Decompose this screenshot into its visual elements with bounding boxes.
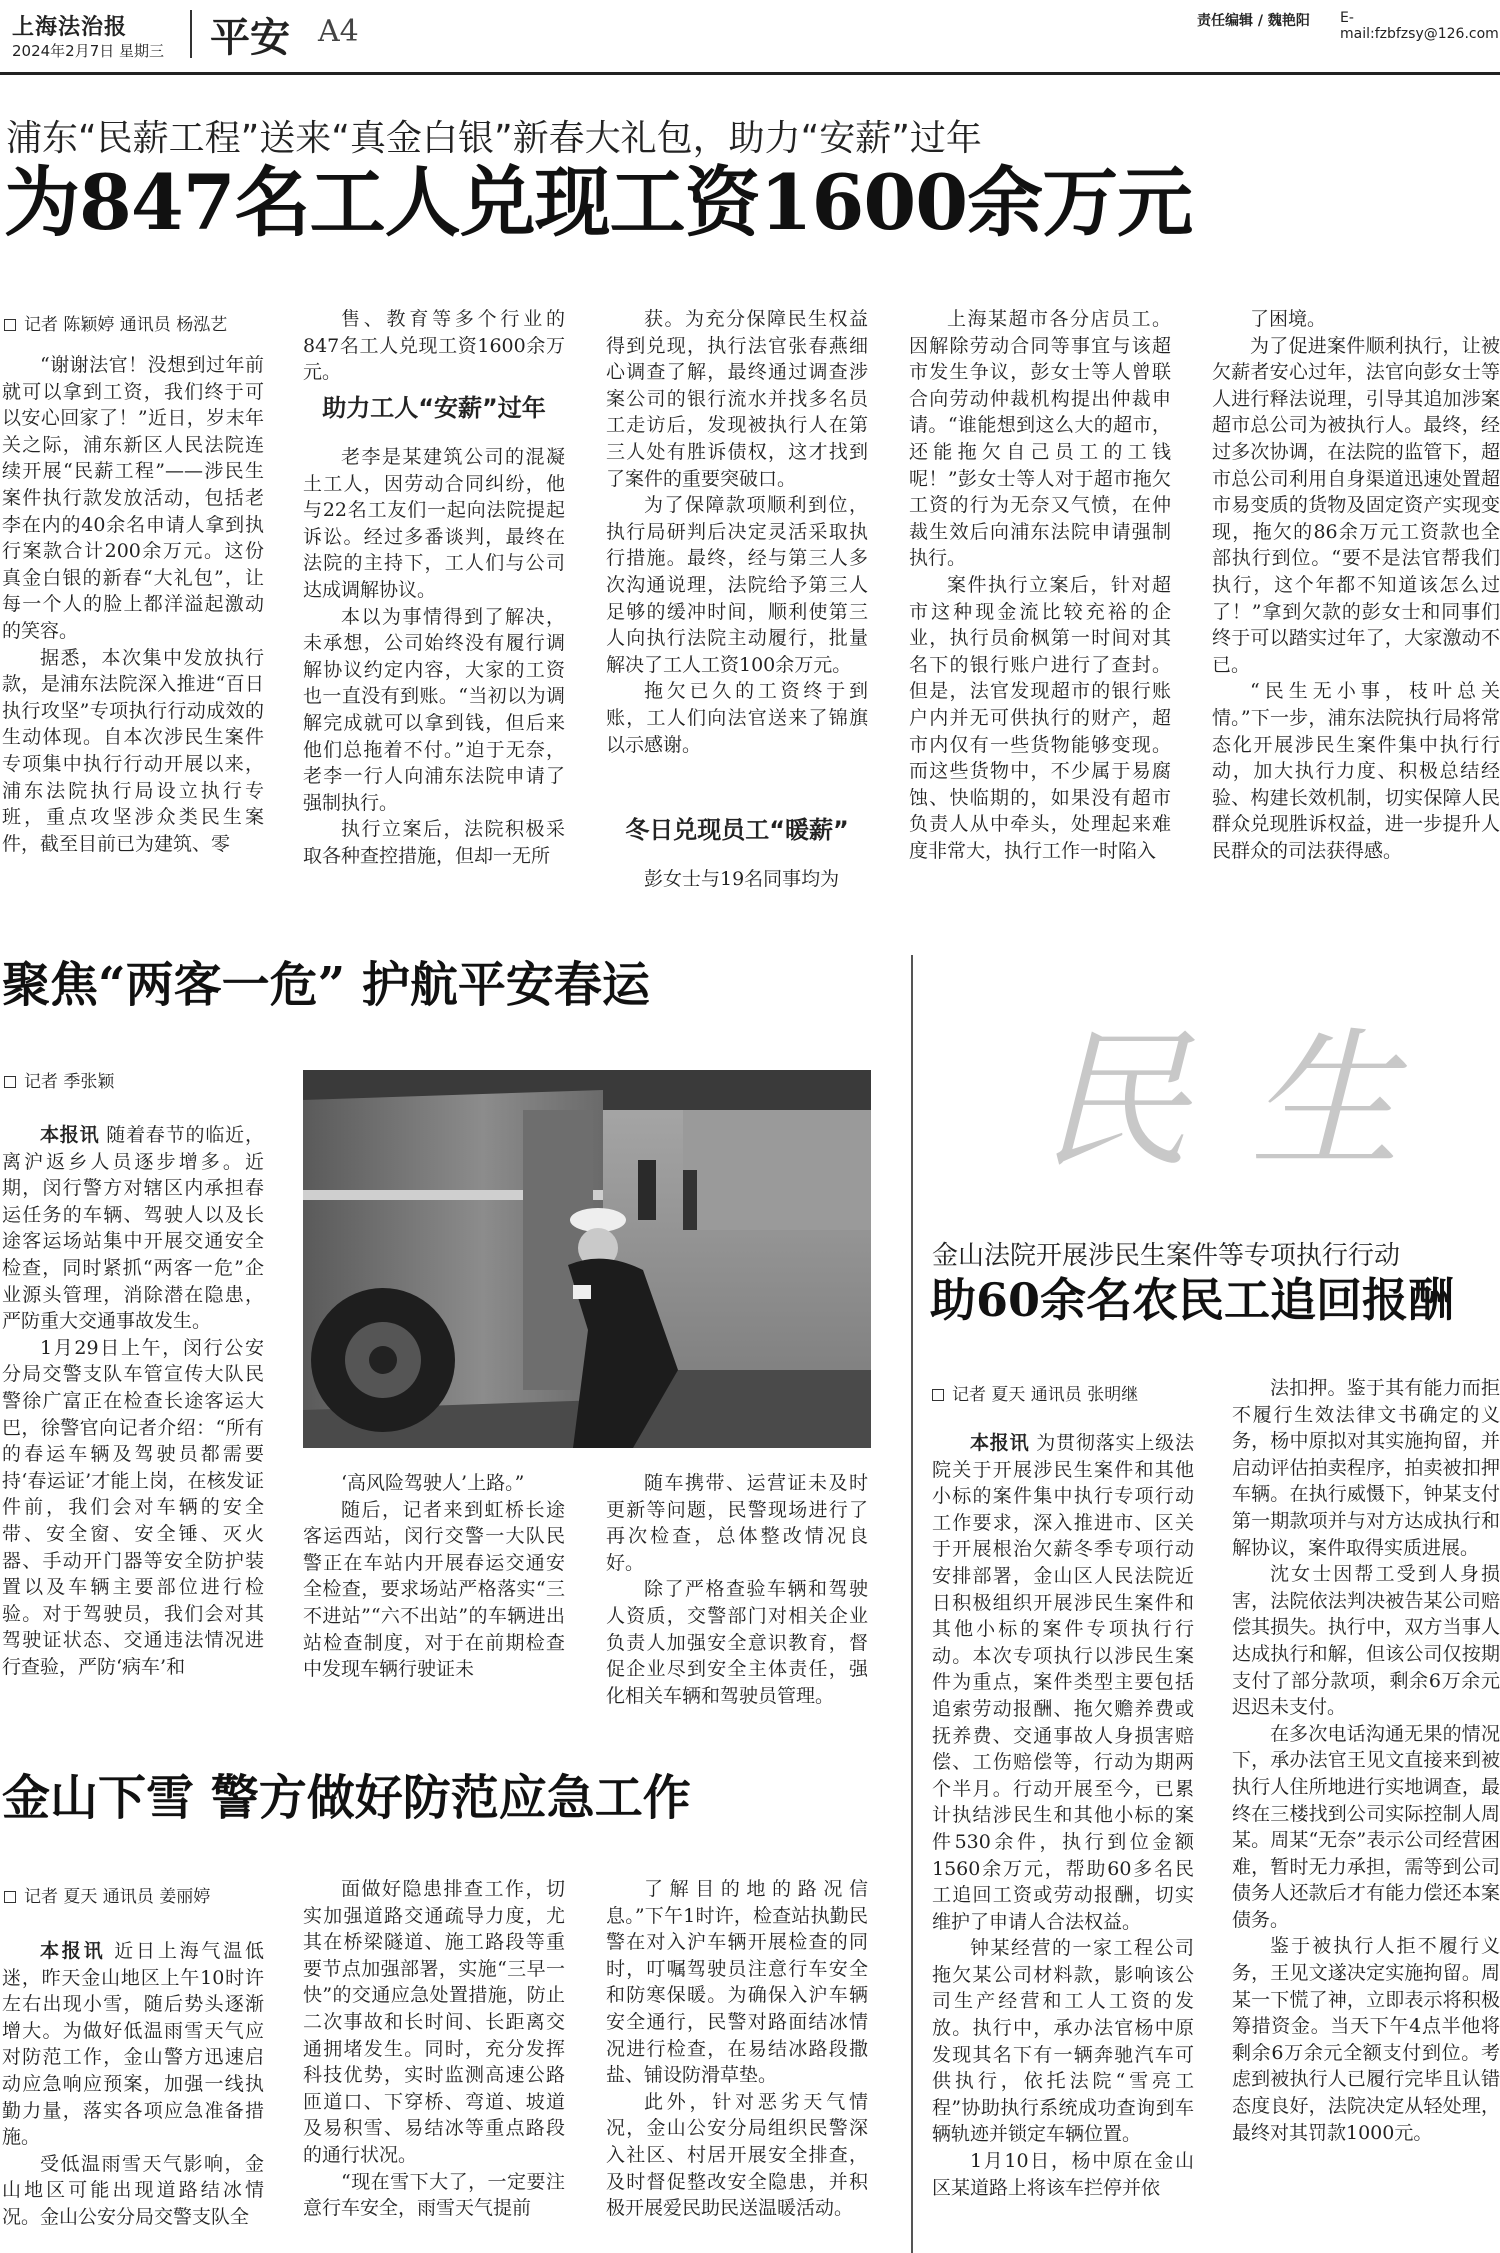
story1-col2a-p0: 售、教育等多个行业的847名工人兑现工资1600余万元。 xyxy=(303,308,565,384)
masthead-divider xyxy=(190,10,192,58)
story2-col2-p0: ‘高风险驾驶人’上路。” xyxy=(341,1472,525,1494)
story1-col5-p0: 了困境。 xyxy=(1250,308,1327,330)
story1-col3b xyxy=(606,866,868,898)
section-name: 平安 xyxy=(210,15,290,61)
story3-col2 xyxy=(303,1876,565,2253)
story1-col4 xyxy=(909,306,1171,898)
story4-col2-p3: 鉴于被执行人拒不履行义务，王见文遂决定实施拘留。周某一下慌了神，立即表示将积极筹措资金。当天下午4点半他将剩余6万余元全额支付到位。考虑到被执行人已履行完毕且认错态度良好，法院决定从轻处理，最终对其罚款1000元。 xyxy=(1232,1935,1500,2144)
story4-col2-p1: 沈女士因帮工受到人身损害，法院依法判决被告某公司赔偿其损失。执行中，双方当事人达成执行和解，但该公司仅按期支付了部分款项，剩余6万余元迟迟未支付。 xyxy=(1232,1563,1500,1719)
story2-col3-p1: 除了严格查验车辆和驾驶人资质，交警部门对相关企业负责人加强安全意识教育，督促企业尽到安全主体责任，强化相关车辆和驾驶员管理。 xyxy=(606,1578,868,1707)
story4-deco-text: 民生 xyxy=(1040,1015,1461,1189)
story4-col1 xyxy=(932,1430,1194,2253)
story1-col2b-p1: 本以为事情得到了解决，未承想，公司始终没有履行调解协议约定内容，大家的工资也一直没有到账。“当初以为调解完成就可以拿到钱，但后来他们总拖着不付。”迫于无奈，老李一行人向浦东法院申请了强制执行。 xyxy=(303,605,565,814)
editor-email: E-mail:fzbfzsy@126.com xyxy=(1340,10,1499,42)
story1-col2b xyxy=(303,444,565,898)
story3-byline: 记者 夏天 通讯员 姜丽婷 xyxy=(4,1882,210,1907)
story1-col3a xyxy=(606,306,868,786)
story1-col3a-p2: 拖欠已久的工资终于到账，工人们向法官送来了锦旗以示感谢。 xyxy=(606,680,868,756)
story3-col3 xyxy=(606,1876,868,2253)
story1-col1 xyxy=(2,352,264,898)
newspaper-logo: 上海法治报 xyxy=(12,14,128,40)
story3-col1-p1: 受低温雨雪天气影响，金山地区可能出现道路结冰情况。金山公安分局交警支队全 xyxy=(2,2152,264,2228)
masthead-rule xyxy=(0,72,1500,75)
story1-title: 为847名工人兑现工资1600余万元 xyxy=(4,158,1193,247)
masthead xyxy=(0,0,1500,72)
story4-title: 助60余名农民工追回报酬 xyxy=(930,1273,1455,1327)
story3-col2-p1: “现在雪下大了，一定要注意行车安全，雨雪天气提前 xyxy=(303,2170,565,2220)
story3-col1-p0: 近日上海气温低迷，昨天金山地区上午10时许左右出现小雪，随后势头逐渐增大。为做好低温雨雪天气应对防范工作，金山警方迅速启动应急响应预案，加强一线执勤力量，落实各项应急准备措施。 xyxy=(2,1940,264,2149)
story3-col2-p0: 面做好隐患排查工作，切实加强道路交通疏导力度，尤其在桥梁隧道、施工路段等重要节点加强部署，实施“三早一快”的交通应急处置措施，防止二次事故和长时间、长距离交通拥堵发生。同时，充分发挥科技优势，实时监测高速公路匝道口、下穿桥、弯道、坡道及易积雪、易结冰等重点路段的通行状况。 xyxy=(303,1878,565,2166)
story4-col1-p2: 1月10日，杨中原在金山区某道路上将该车拦停并依 xyxy=(932,2150,1194,2199)
story1-col4-p0: 上海某超市各分店员工。因解除劳动合同等事宜与该超市发生争议，彭女士等人曾联合向劳动仲裁机构提出仲裁申请。“谁能想到这么大的超市，还能拖欠自己员工的工钱呢！”彭女士等人对于超市拖欠工资的行为无奈又气愤，在仲裁生效后向浦东法院申请强制执行。 xyxy=(909,308,1171,570)
story1-col5-p1: 为了促进案件顺利执行，让被欠薪者安心过年，法官向彭女士等人进行释法说理，引导其追加涉案超市总公司为被执行人。最终，经过多次协调，在法院的监管下，超市总公司利用自身渠道迅速处置超市易变质的货物及固定资产实现变现，拖欠的86余万元工资款也全部执行到位。“要不是法官帮我们执行，这个年都不知道该怎么过了！”拿到欠款的彭女士和同事们终于可以踏实过年了，大家激动不已。 xyxy=(1212,334,1500,676)
story2-lead: 本报讯 xyxy=(40,1124,100,1146)
story2-col1-p1: 1月29日上午，闵行公安分局交警支队车管宣传大队民警徐广富正在检查长途客运大巴，徐警官向记者介绍：“所有的春运车辆及驾驶员都需要持‘春运证’才能上岗，在核发证件前，我们会对车辆的安全带、安全窗、安全锤、灭火器、手动开门器等安全防护装置以及车辆主要部位进行检验。对于驾驶员，我们会对其驾驶证状态、交通违法情况进行查验，严防‘病车’和 xyxy=(2,1336,264,1678)
story4-kicker: 金山法院开展涉民生案件等专项执行行动 xyxy=(932,1241,1401,1271)
story1-col1-p0: “谢谢法官！没想到过年前就可以拿到工资，我们终于可以安心回家了！”近日，岁末年关之际，浦东新区人民法院连续开展“民薪工程”——涉民生案件执行款发放活动，包括老李在内的40余名申请人拿到执行案款合计200余万元。这份真金白银的新春“大礼包”，让每一个人的脸上都洋溢起激动的笑容。 xyxy=(2,354,264,642)
story1-col3b-p0: 彭女士与19名同事均为 xyxy=(644,868,840,890)
story3-lead: 本报讯 xyxy=(40,1940,106,1962)
story2-byline: 记者 季张颖 xyxy=(4,1067,114,1092)
story2-col3-p0: 随车携带、运营证未及时更新等问题，民警现场进行了再次检查，总体整改情况良好。 xyxy=(606,1472,868,1574)
story3-col3-p1: 此外，针对恶劣天气情况，金山公安分局组织民警深入社区、村居开展安全排查，及时督促整改安全隐患，并积极开展爱民助民送温暖活动。 xyxy=(606,2090,868,2220)
story2-col2 xyxy=(303,1470,565,1720)
story1-col5 xyxy=(1212,306,1500,898)
story1-col1-p1: 据悉，本次集中发放执行款，是浦东法院深入推进“百日执行攻坚”专项执行行动成效的生动体现。自本次涉民生案件专项集中执行行动开展以来，浦东法院执行局设立执行专班，重点攻坚涉众类民生案件，截至目前已为建筑、零 xyxy=(2,646,264,855)
story2-title: 聚焦“两客一危” 护航平安春运 xyxy=(2,957,650,1013)
story4-col2-p0: 法扣押。鉴于其有能力而拒不履行生效法律文书确定的义务，杨中原拟对其实施拘留，并启动评估拍卖程序，拍卖被扣押车辆。在执行威慑下，钟某支付第一期款项并与对方达成执行和解协议，案件取得实质进展。 xyxy=(1232,1377,1500,1559)
story4-col1-p0: 为贯彻落实上级法院关于开展涉民生案件和其他小标的案件集中执行专项行动工作要求，深入推进市、区关于开展根治欠薪冬季专项行动安排部署，金山区人民法院近日积极组织开展涉民生案件和其他小标的案件专项执行行动。本次专项执行以涉民生案件为重点，案件类型主要包括追索劳动报酬、拖欠赡养费或抚养费、交通事故人身损害赔偿、工伤赔偿等，行动为期两个半月。行动开展至今，已累计执结涉民生和其他小标的案件530余件，执行到位金额1560余万元，帮助60多名民工追回工资或劳动报酬，切实维护了申请人合法权益。 xyxy=(932,1432,1194,1933)
story1-sub1: 助力工人“安薪”过年 xyxy=(322,394,546,422)
checkpoint-photo xyxy=(303,1070,871,1448)
story4-col1-p1: 钟某经营的一家工程公司拖欠某公司材料款，影响该公司生产经营和工人工资的发放。执行中，承办法官杨中原发现其名下有一辆奔驰汽车可供执行，依托法院“雪亮工程”协助执行系统成功查询到车辆轨迹并锁定车辆位置。 xyxy=(932,1937,1194,2146)
page-number: A4 xyxy=(318,14,359,49)
story3-title: 金山下雪 警方做好防范应急工作 xyxy=(2,1770,691,1826)
story4-lead: 本报讯 xyxy=(970,1432,1030,1454)
issue-date: 2024年2月7日 星期三 xyxy=(12,42,165,60)
story2-col3 xyxy=(606,1470,868,1720)
story3-col3-p0: 了解目的地的路况信息。”下午1时许，检查站执勤民警在对入沪车辆开展检查的同时，叮嘱驾驶员注意行车安全和防寒保暖。为确保入沪车辆安全通行，民警对路面结冰情况进行检查，在易结冰路段撒盐、铺设防滑草垫。 xyxy=(606,1878,868,2087)
story1-col3a-p1: 为了保障款项顺利到位，执行局研判后决定灵活采取执行措施。最终，经与第三人多次沟通说理，法院给予第三人足够的缓冲时间，顺利使第三人向执行法院主动履行，批量解决了工人工资100余万元。 xyxy=(606,494,868,676)
story1-col2b-p0: 老李是某建筑公司的混凝土工人，因劳动合同纠纷，他与22名工友们一起向法院提起诉讼。经过多番谈判，最终在法院的主持下，工人们与公司达成调解协议。 xyxy=(303,446,565,601)
story1-col2a xyxy=(303,306,565,384)
story2-col1 xyxy=(2,1122,264,1720)
story2-col1-p0: 随着春节的临近，离沪返乡人员逐步增多。近期，闵行警方对辖区内承担春运任务的车辆、驾驶人以及长途客运场站集中开展交通安全检查，同时紧抓“两客一危”企业源头管理，消除潜在隐患，严防重大交通事故发生。 xyxy=(2,1124,264,1333)
story2-col2-p1: 随后，记者来到虹桥长途客运西站，闵行交警一大队民警正在车站内开展春运交通安全检查，要求场站严格落实“三不进站”“六不出站”的车辆进出站检查制度，对于在前期检查中发现车辆行驶证未 xyxy=(303,1498,565,1681)
story1-sub2: 冬日兑现员工“暖薪” xyxy=(625,816,849,844)
story1-col5-p2: “民生无小事，枝叶总关情。”下一步，浦东法院执行局将常态化开展涉民生案件集中执行行动，加大执行力度、积极总结经验、构建长效机制，切实保障人民群众兑现胜诉权益，进一步提升人民群众的司法获得感。 xyxy=(1212,680,1500,862)
story1-col3a-p0: 获。为充分保障民生权益得到兑现，执行法官张春燕细心调查了解，最终通过调查涉案公司的银行流水并找多名员工走访后，发现被执行人在第三人处有胜诉债权，这才找到了案件的重要突破口。 xyxy=(606,308,868,490)
story4-col2 xyxy=(1232,1375,1500,2253)
story1-col2b-p2: 执行立案后，法院积极采取各种查控措施，但却一无所 xyxy=(303,818,565,867)
editor-credit: 责任编辑 / 魏艳阳 xyxy=(1197,13,1310,29)
story1-kicker: 浦东“民薪工程”送来“真金白银”新春大礼包，助力“安薪”过年 xyxy=(6,118,982,159)
story1-col4-p1: 案件执行立案后，针对超市这种现金流比较充裕的企业，执行员俞枫第一时间对其名下的银行账户进行了查封。但是，法官发现超市的银行账户内并无可供执行的财产，超市内仅有一些货物能够变现。而这些货物中，不少属于易腐蚀、快临期的，如果没有超市负责人从中牵头，处理起来难度非常大，执行工作一时陷入 xyxy=(909,573,1171,862)
story4-col2-p2: 在多次电话沟通无果的情况下，承办法官王见文直接来到被执行人住所地进行实地调查，最终在三楼找到公司实际控制人周某。周某“无奈”表示公司经营困难，暂时无力承担，需等到公司债务人还款后才有能力偿还本案债务。 xyxy=(1232,1722,1500,1931)
story4-byline: 记者 夏天 通讯员 张明继 xyxy=(932,1380,1138,1405)
story1-byline: 记者 陈颖婷 通讯员 杨泓艺 xyxy=(4,310,227,335)
story3-col1 xyxy=(2,1938,264,2253)
story4-divider xyxy=(911,955,913,2253)
